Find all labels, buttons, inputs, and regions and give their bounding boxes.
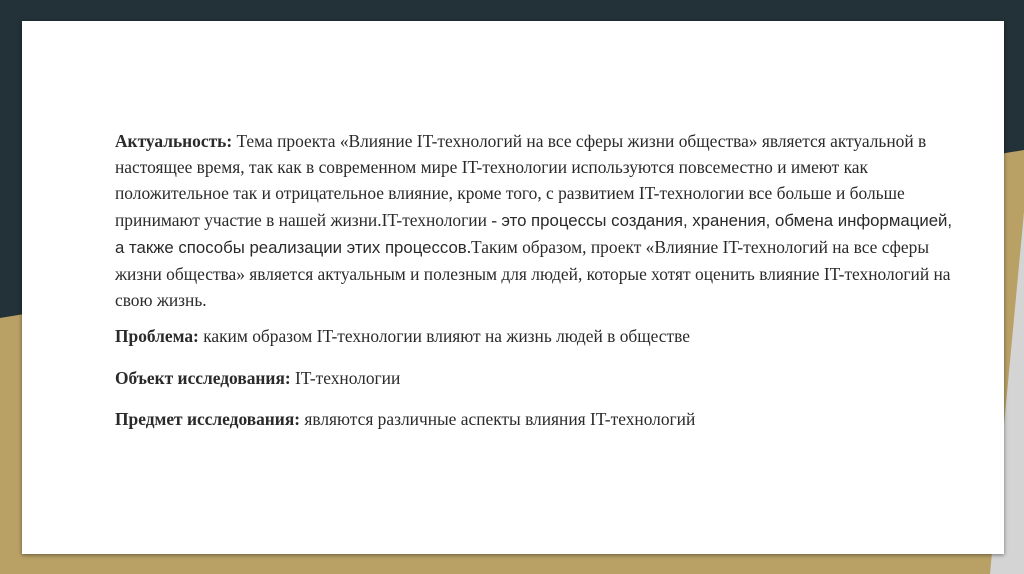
- slide-card: [22, 21, 1004, 554]
- slide-content: [115, 128, 960, 432]
- object-label: Объект исследования:: [115, 367, 291, 388]
- object-paragraph: [115, 365, 960, 391]
- relevance-text-2: это процессы создания, хранения, обмена информацией, а также способы реализации этих процессов: [115, 210, 953, 257]
- object-text: IT-технологии: [290, 367, 401, 388]
- relevance-label: Актуальность:: [115, 131, 233, 151]
- relevance-text-3: .Таким образом, проект «Влияние IT-технологий на все сферы жизни общества» является актуальным и полезным для людей, которые хотят оценить влияние IT-технологий на свою жизнь.: [115, 236, 951, 311]
- problem-paragraph: [115, 323, 960, 349]
- problem-text: каким образом IT-технологии влияют на жизнь людей в обществе: [198, 326, 690, 347]
- subject-paragraph: [115, 406, 960, 432]
- problem-label: Проблема:: [115, 326, 199, 347]
- relevance-paragraph: [115, 128, 960, 313]
- relevance-text-1: Тема проекта «Влияние IT-технологий на все сферы жизни общества» является актуальной в настоящее время, так как в современном мире IT-технологии используются повсеместно и имеют как положительное так и отрицательное влияние, кроме того, с развитием IT-технологии все больше и больше принимают участие в нашей жизни.IT-технологии -: [115, 131, 927, 230]
- subject-text: являются различные аспекты влияния IT-технологий: [300, 408, 696, 429]
- subject-label: Предмет исследования:: [115, 408, 301, 429]
